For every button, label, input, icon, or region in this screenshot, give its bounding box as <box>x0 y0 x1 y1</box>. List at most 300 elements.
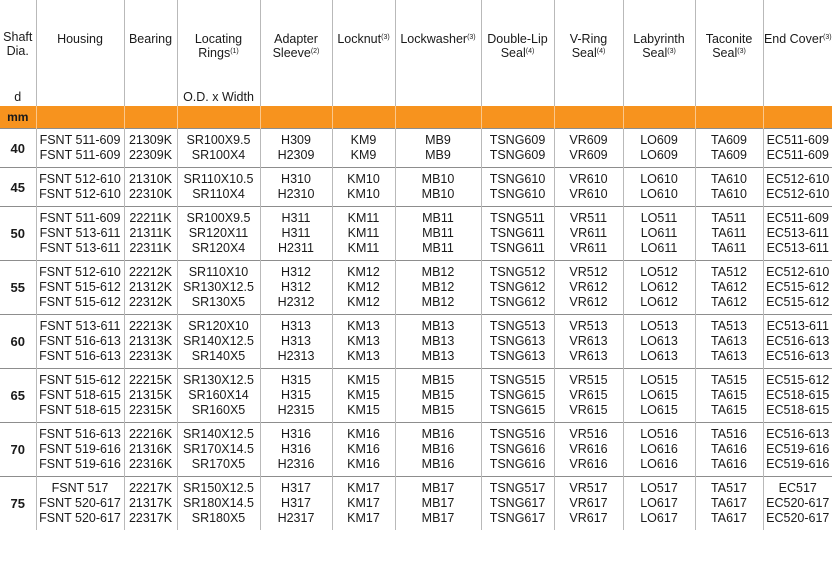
cell-value: KM16 <box>347 427 380 441</box>
cell-sleeve <box>260 261 332 315</box>
cell-value: FSNT 516-613 <box>39 427 121 441</box>
cell-value: KM12 <box>347 295 380 309</box>
cell-value: 22317K <box>128 511 173 525</box>
cell-value: SR170X5 <box>191 457 246 471</box>
cell-value: H315 <box>281 373 311 387</box>
cell-bearing <box>124 261 177 315</box>
cell-value: SR110X10 <box>188 265 249 279</box>
cell-value: TSNG515 <box>489 373 546 387</box>
cell-value: MB16 <box>421 457 455 471</box>
cell-v-ring <box>554 168 623 207</box>
table-row <box>0 168 832 207</box>
cell-taconite <box>695 168 763 207</box>
cell-value: KM11 <box>347 241 380 255</box>
table-row <box>0 477 832 531</box>
cell-value: FSNT 513-611 <box>39 241 121 255</box>
footnote-marker: (3) <box>381 34 390 41</box>
cell-double-lip <box>481 477 554 531</box>
cell-value: EC520-617 <box>766 511 830 525</box>
shaft-diameter: 45 <box>0 168 36 207</box>
cell-value: KM15 <box>347 388 380 402</box>
header-row <box>0 0 832 106</box>
cell-value: H316 <box>281 442 311 456</box>
cell-value: TSNG609 <box>489 148 546 162</box>
header-label: Lockwasher$^{(3)}$ <box>400 32 476 46</box>
cell-labyrinth <box>623 315 695 369</box>
cell-value: SR180X5 <box>191 511 246 525</box>
shaft-diameter: 55 <box>0 261 36 315</box>
cell-value: H311 <box>281 226 311 240</box>
cell-value: H2309 <box>277 148 315 162</box>
cell-value: TSNG615 <box>489 388 546 402</box>
cell-value: SR180X14.5 <box>183 496 254 510</box>
cell-value: TA609 <box>711 133 747 147</box>
shaft-diameter: 75 <box>0 477 36 531</box>
cell-housing <box>36 207 124 261</box>
cell-value: H311 <box>281 211 311 225</box>
cell-value: VR609 <box>569 133 608 147</box>
cell-value: 21309K <box>128 133 173 147</box>
cell-value: SR170X14.5 <box>183 442 254 456</box>
cell-value: TSNG613 <box>489 349 546 363</box>
cell-rings <box>177 168 260 207</box>
cell-value: MB12 <box>421 280 455 294</box>
header-label: Adapter <box>274 32 318 46</box>
cell-value: H315 <box>281 388 311 402</box>
cell-value: SR100X4 <box>191 148 246 162</box>
cell-locknut <box>332 261 395 315</box>
cell-locknut <box>332 369 395 423</box>
cell-value: H317 <box>281 481 311 495</box>
cell-value: MB13 <box>421 334 455 348</box>
header-label: Seal$^{(3)}$ <box>642 46 676 60</box>
cell-value: SR100X9.5 <box>186 211 251 225</box>
cell-value: VR610 <box>569 187 608 201</box>
cell-value: 22211K <box>129 211 172 225</box>
cell-value: KM11 <box>347 226 380 240</box>
cell-value: TSNG617 <box>489 511 546 525</box>
cell-value: MB9 <box>425 148 451 162</box>
cell-bearing <box>124 423 177 477</box>
cell-value: TA616 <box>711 457 747 471</box>
cell-value: SR140X12.5 <box>183 427 254 441</box>
cell-double-lip <box>481 261 554 315</box>
cell-rings <box>177 129 260 168</box>
cell-value: MB16 <box>421 427 455 441</box>
table-row <box>0 315 832 369</box>
cell-value: 21315K <box>128 388 173 402</box>
cell-value: 21310K <box>128 172 173 186</box>
header-label: Seal$^{(4)}$ <box>571 46 606 60</box>
cell-value: VR609 <box>569 148 608 162</box>
table-body <box>0 129 832 531</box>
cell-locknut <box>332 207 395 261</box>
cell-value: KM13 <box>347 319 380 333</box>
header-label: Locknut$^{(3)}$ <box>337 32 390 46</box>
cell-value: H312 <box>281 280 311 294</box>
cell-value: VR613 <box>569 334 608 348</box>
cell-value: EC513-611 <box>766 241 829 255</box>
cell-value: KM12 <box>347 265 380 279</box>
cell-value: VR611 <box>569 226 608 240</box>
cell-labyrinth <box>623 477 695 531</box>
cell-rings <box>177 207 260 261</box>
cell-value: EC516-613 <box>766 427 830 441</box>
header-label: Shaft <box>3 30 33 44</box>
cell-value: EC516-613 <box>766 349 830 363</box>
cell-value: MB15 <box>421 388 455 402</box>
cell-value: FSNT 518-615 <box>39 388 121 402</box>
cell-value: KM16 <box>347 457 380 471</box>
cell-value: EC515-612 <box>766 373 830 387</box>
cell-value: TSNG611 <box>490 226 545 240</box>
cell-value: FSNT 516-613 <box>39 334 121 348</box>
cell-value: KM17 <box>347 481 380 495</box>
cell-value: H317 <box>281 496 311 510</box>
cell-value: H313 <box>281 319 311 333</box>
header-label: Rings$^{(1)}$ <box>198 46 239 60</box>
cell-housing <box>36 369 124 423</box>
footnote-marker: (3) <box>467 34 476 41</box>
footnote-marker: (3) <box>823 34 832 41</box>
cell-housing <box>36 423 124 477</box>
cell-value: KM10 <box>347 172 380 186</box>
cell-value: FSNT 519-616 <box>39 457 121 471</box>
header-bearing <box>124 0 177 106</box>
cell-value: TSNG513 <box>489 319 546 333</box>
cell-value: LO512 <box>640 265 678 279</box>
cell-value: KM13 <box>347 334 380 348</box>
cell-value: TA515 <box>711 373 747 387</box>
shaft-diameter: 50 <box>0 207 36 261</box>
cell-lockwasher <box>395 168 481 207</box>
cell-value: VR617 <box>569 496 608 510</box>
cell-labyrinth <box>623 168 695 207</box>
cell-value: MB16 <box>421 442 455 456</box>
cell-taconite <box>695 477 763 531</box>
cell-value: SR120X11 <box>188 226 249 240</box>
cell-value: KM17 <box>347 511 380 525</box>
header-label: Housing <box>57 32 103 46</box>
cell-end-cover <box>763 369 832 423</box>
cell-end-cover <box>763 315 832 369</box>
cell-value: TA610 <box>711 172 747 186</box>
cell-sleeve <box>260 129 332 168</box>
cell-value: MB17 <box>421 511 455 525</box>
cell-value: 21317K <box>128 496 173 510</box>
cell-value: 22316K <box>128 457 173 471</box>
cell-value: H2311 <box>278 241 314 255</box>
table-row <box>0 423 832 477</box>
cell-value: VR511 <box>569 211 608 225</box>
cell-taconite <box>695 261 763 315</box>
cell-value: LO615 <box>640 388 678 402</box>
cell-value: KM12 <box>347 280 380 294</box>
unit-cell <box>695 106 763 129</box>
cell-value: TSNG616 <box>489 442 546 456</box>
cell-housing <box>36 168 124 207</box>
cell-value: 21313K <box>128 334 173 348</box>
cell-value: MB9 <box>425 133 451 147</box>
cell-value: LO616 <box>640 442 678 456</box>
cell-value: 21312K <box>128 280 173 294</box>
cell-value: TSNG609 <box>489 133 546 147</box>
cell-value: LO516 <box>640 427 678 441</box>
cell-value: EC518-615 <box>766 403 830 417</box>
cell-value: SR150X12.5 <box>183 481 254 495</box>
cell-value: KM16 <box>347 442 380 456</box>
cell-labyrinth <box>623 261 695 315</box>
cell-value: TA616 <box>711 442 747 456</box>
cell-sleeve <box>260 168 332 207</box>
cell-value: VR616 <box>569 442 608 456</box>
cell-value: VR611 <box>569 241 608 255</box>
cell-bearing <box>124 315 177 369</box>
cell-value: TA612 <box>711 280 747 294</box>
cell-v-ring <box>554 129 623 168</box>
cell-double-lip <box>481 129 554 168</box>
header-double-lip-seal <box>481 0 554 106</box>
cell-end-cover <box>763 207 832 261</box>
cell-value: H2317 <box>277 511 315 525</box>
cell-value: SR130X12.5 <box>183 373 254 387</box>
cell-value: EC511-609 <box>766 133 829 147</box>
cell-value: FSNT 513-611 <box>39 319 121 333</box>
header-label: Taconite <box>705 32 753 46</box>
cell-value: TSNG612 <box>489 295 546 309</box>
cell-value: EC515-612 <box>766 295 830 309</box>
cell-labyrinth <box>623 129 695 168</box>
cell-value: EC511-609 <box>766 148 829 162</box>
cell-lockwasher <box>395 423 481 477</box>
cell-value: 22212K <box>128 265 173 279</box>
cell-value: FSNT 515-612 <box>39 280 121 294</box>
cell-rings <box>177 423 260 477</box>
cell-value: VR517 <box>569 481 608 495</box>
cell-v-ring <box>554 423 623 477</box>
header-label: Bearing <box>128 32 173 46</box>
cell-v-ring <box>554 261 623 315</box>
cell-value: H2312 <box>277 295 315 309</box>
cell-value: SR160X5 <box>191 403 246 417</box>
cell-value: MB17 <box>421 481 455 495</box>
cell-value: EC513-611 <box>766 226 829 240</box>
cell-labyrinth <box>623 207 695 261</box>
unit-label: mm <box>0 106 36 129</box>
cell-value: EC512-610 <box>766 265 830 279</box>
cell-value: SR120X10 <box>188 319 249 333</box>
cell-sleeve <box>260 315 332 369</box>
cell-value: VR615 <box>569 388 608 402</box>
cell-value: 22313K <box>128 349 173 363</box>
cell-value: TSNG516 <box>489 427 546 441</box>
cell-value: H2316 <box>277 457 315 471</box>
cell-value: TA512 <box>711 265 747 279</box>
cell-value: FSNT 511-609 <box>39 133 121 147</box>
footnote-marker: (3) <box>667 48 676 55</box>
cell-lockwasher <box>395 315 481 369</box>
cell-double-lip <box>481 423 554 477</box>
cell-value: KM17 <box>347 496 380 510</box>
cell-value: TA611 <box>711 241 747 255</box>
cell-value: TA517 <box>711 481 747 495</box>
cell-value: MB13 <box>421 349 455 363</box>
cell-value: TA615 <box>711 403 747 417</box>
cell-locknut <box>332 129 395 168</box>
shaft-diameter: 40 <box>0 129 36 168</box>
cell-value: LO612 <box>640 280 678 294</box>
cell-sleeve <box>260 207 332 261</box>
cell-value: TA610 <box>711 187 747 201</box>
table-row <box>0 261 832 315</box>
footnote-marker: (4) <box>596 48 606 55</box>
cell-value: FSNT 519-616 <box>39 442 121 456</box>
header-label: Locating <box>194 32 243 46</box>
cell-value: EC519-616 <box>766 442 830 456</box>
shaft-diameter: 65 <box>0 369 36 423</box>
cell-housing <box>36 477 124 531</box>
header-sublabel: d <box>14 90 22 104</box>
cell-lockwasher <box>395 369 481 423</box>
cell-value: H309 <box>281 133 311 147</box>
cell-value: TSNG511 <box>490 211 545 225</box>
table-row <box>0 369 832 423</box>
header-taconite-seal <box>695 0 763 106</box>
cell-value: TA611 <box>711 226 747 240</box>
cell-value: TA617 <box>711 496 747 510</box>
cell-value: VR612 <box>569 280 608 294</box>
unit-cell <box>177 106 260 129</box>
cell-value: SR130X5 <box>191 295 246 309</box>
header-label: End Cover$^{(3)}$ <box>763 32 832 46</box>
cell-end-cover <box>763 168 832 207</box>
cell-value: LO613 <box>640 334 678 348</box>
cell-value: FSNT 512-610 <box>39 265 121 279</box>
cell-value: SR100X9.5 <box>186 133 251 147</box>
cell-value: EC512-610 <box>766 172 830 186</box>
cell-rings <box>177 369 260 423</box>
table-row <box>0 129 832 168</box>
cell-value: VR512 <box>569 265 608 279</box>
cell-end-cover <box>763 477 832 531</box>
cell-value: 21316K <box>128 442 173 456</box>
cell-value: FSNT 520-617 <box>39 496 121 510</box>
cell-value: VR616 <box>569 457 608 471</box>
header-label: Dia. <box>6 44 29 58</box>
cell-value: LO511 <box>640 211 678 225</box>
cell-value: 22312K <box>128 295 173 309</box>
cell-value: H316 <box>281 427 311 441</box>
unit-cell <box>623 106 695 129</box>
unit-cell <box>124 106 177 129</box>
cell-double-lip <box>481 315 554 369</box>
cell-value: MB15 <box>421 403 455 417</box>
cell-value: MB11 <box>422 241 454 255</box>
cell-value: TA615 <box>711 388 747 402</box>
table-row <box>0 207 832 261</box>
footnote-marker: (3) <box>737 48 746 55</box>
cell-value: MB13 <box>421 319 455 333</box>
cell-lockwasher <box>395 129 481 168</box>
cell-value: H2310 <box>277 187 315 201</box>
unit-cell <box>332 106 395 129</box>
cell-value: FSNT 513-611 <box>39 226 121 240</box>
header-label: V-Ring <box>569 32 608 46</box>
header-sublabel: O.D. x Width <box>183 90 254 104</box>
cell-value: VR610 <box>569 172 608 186</box>
cell-value: VR617 <box>569 511 608 525</box>
cell-value: 22217K <box>128 481 173 495</box>
cell-value: EC519-616 <box>766 457 830 471</box>
cell-value: TSNG615 <box>489 403 546 417</box>
cell-value: FSNT 512-610 <box>39 187 121 201</box>
cell-taconite <box>695 207 763 261</box>
cell-value: FSNT 511-609 <box>39 211 121 225</box>
cell-value: SR140X5 <box>191 349 246 363</box>
cell-value: KM9 <box>350 148 377 162</box>
cell-value: LO515 <box>640 373 678 387</box>
cell-bearing <box>124 168 177 207</box>
cell-labyrinth <box>623 369 695 423</box>
cell-value: TSNG616 <box>489 457 546 471</box>
header-end-cover <box>763 0 832 106</box>
cell-value: 22310K <box>128 187 173 201</box>
footnote-marker: (2) <box>310 48 320 55</box>
shaft-diameter: 60 <box>0 315 36 369</box>
cell-value: LO617 <box>640 511 678 525</box>
cell-value: SR160X14 <box>188 388 249 402</box>
header-housing <box>36 0 124 106</box>
cell-sleeve <box>260 477 332 531</box>
header-locknut <box>332 0 395 106</box>
cell-value: SR130X12.5 <box>183 280 254 294</box>
cell-value: TA513 <box>711 319 747 333</box>
cell-value: VR613 <box>569 349 608 363</box>
cell-taconite <box>695 369 763 423</box>
cell-value: MB10 <box>421 187 455 201</box>
cell-value: EC512-610 <box>766 187 830 201</box>
cell-value: FSNT 517 <box>51 481 109 495</box>
cell-value: TSNG610 <box>489 187 546 201</box>
cell-sleeve <box>260 369 332 423</box>
cell-value: VR615 <box>569 403 608 417</box>
cell-value: EC517 <box>778 481 817 495</box>
cell-value: KM9 <box>350 133 377 147</box>
cell-value: TA511 <box>711 211 747 225</box>
cell-bearing <box>124 129 177 168</box>
cell-value: KM11 <box>347 211 380 225</box>
cell-value: TSNG610 <box>489 172 546 186</box>
header-shaft-dia <box>0 0 36 106</box>
cell-value: 22311K <box>129 241 172 255</box>
cell-value: TSNG512 <box>489 265 546 279</box>
header-labyrinth-seal <box>623 0 695 106</box>
cell-taconite <box>695 315 763 369</box>
cell-value: MB12 <box>421 295 455 309</box>
cell-value: H310 <box>281 172 311 186</box>
cell-value: TA617 <box>711 511 747 525</box>
cell-sleeve <box>260 423 332 477</box>
cell-rings <box>177 261 260 315</box>
unit-cell <box>395 106 481 129</box>
cell-value: VR612 <box>569 295 608 309</box>
cell-v-ring <box>554 315 623 369</box>
cell-double-lip <box>481 369 554 423</box>
cell-value: FSNT 516-613 <box>39 349 121 363</box>
cell-locknut <box>332 477 395 531</box>
cell-lockwasher <box>395 207 481 261</box>
cell-value: LO617 <box>640 496 678 510</box>
